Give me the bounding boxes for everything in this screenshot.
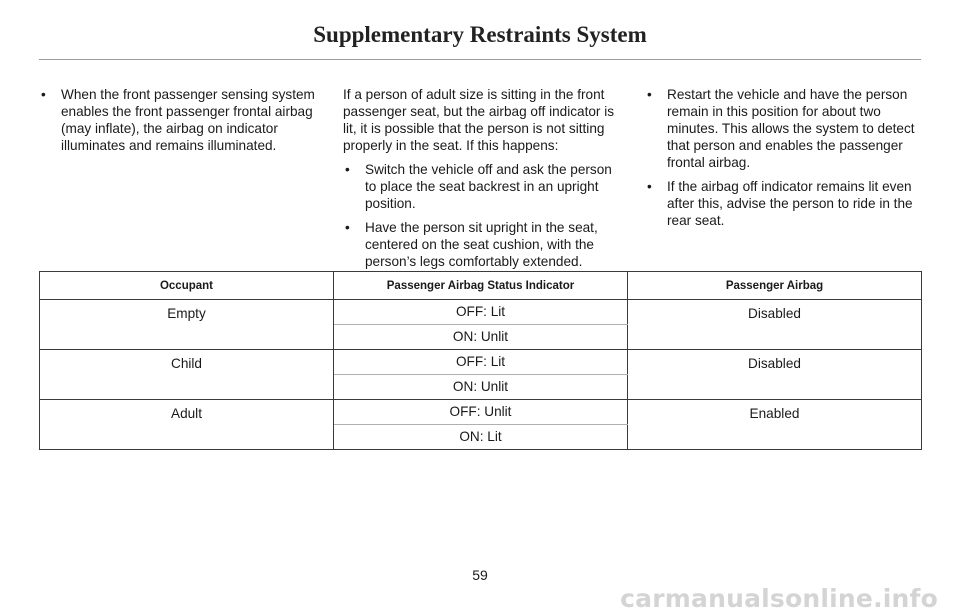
title-divider [39, 59, 921, 60]
indicator-cell: ON: Unlit [334, 375, 628, 400]
occupant-cell: Empty [40, 300, 334, 350]
indicator-cell: ON: Lit [334, 425, 628, 450]
bullet-list [39, 86, 319, 154]
indicator-cell: OFF: Lit [334, 300, 628, 325]
list-item [645, 178, 925, 229]
indicator-cell: OFF: Unlit [334, 400, 628, 425]
airbag-cell: Enabled [628, 400, 922, 450]
table-row [40, 400, 922, 425]
list-item-text: Switch the vehicle off and ask the person to place the seat backrest in an upright position. [365, 162, 612, 211]
indicator-cell: OFF: Lit [334, 350, 628, 375]
occupant-cell: Child [40, 350, 334, 400]
list-item-text: Restart the vehicle and have the person remain in this position for about two minutes. This allows the system to detect that person and enables the passenger frontal airbag. [667, 87, 915, 170]
airbag-cell: Disabled [628, 300, 922, 350]
list-item [645, 86, 925, 171]
list-item [39, 86, 319, 154]
text-column-1 [39, 86, 319, 161]
bullet-icon: • [647, 87, 652, 102]
page-number: 59 [472, 567, 488, 583]
list-item-text: When the front passenger sensing system enables the front passenger frontal airbag (may inflate), the airbag on indicator illuminates and remains illuminated. [61, 87, 315, 153]
indicator-cell: ON: Unlit [334, 325, 628, 350]
column-header-indicator: Passenger Airbag Status Indicator [334, 272, 628, 300]
bullet-icon: • [647, 179, 652, 194]
column-header-airbag: Passenger Airbag [628, 272, 922, 300]
list-item [343, 161, 623, 212]
bullet-icon: • [345, 162, 350, 177]
intro-paragraph: If a person of adult size is sitting in the front passenger seat, but the airbag off indicator is lit, it is possible that the person is not sitting properly in the seat. If this happens: [343, 87, 615, 153]
list-item [343, 219, 623, 270]
table-header-row [40, 272, 922, 300]
list-item-text: Have the person sit upright in the seat, centered on the seat cushion, with the person’s legs comfortably extended. [365, 220, 598, 269]
list-item-text: If the airbag off indicator remains lit even after this, advise the person to ride in the rear seat. [667, 179, 913, 228]
bullet-list [645, 86, 925, 229]
bullet-icon: • [345, 220, 350, 235]
text-column-2 [343, 86, 623, 277]
text-column-3 [645, 86, 925, 236]
table-row [40, 300, 922, 325]
watermark: carmanualsonline.info [620, 584, 938, 613]
bullet-list [343, 161, 623, 270]
table-row [40, 350, 922, 375]
bullet-icon: • [41, 87, 46, 102]
airbag-status-table [39, 271, 922, 450]
column-header-occupant: Occupant [40, 272, 334, 300]
airbag-cell: Disabled [628, 350, 922, 400]
occupant-cell: Adult [40, 400, 334, 450]
page-title: Supplementary Restraints System [313, 22, 647, 47]
